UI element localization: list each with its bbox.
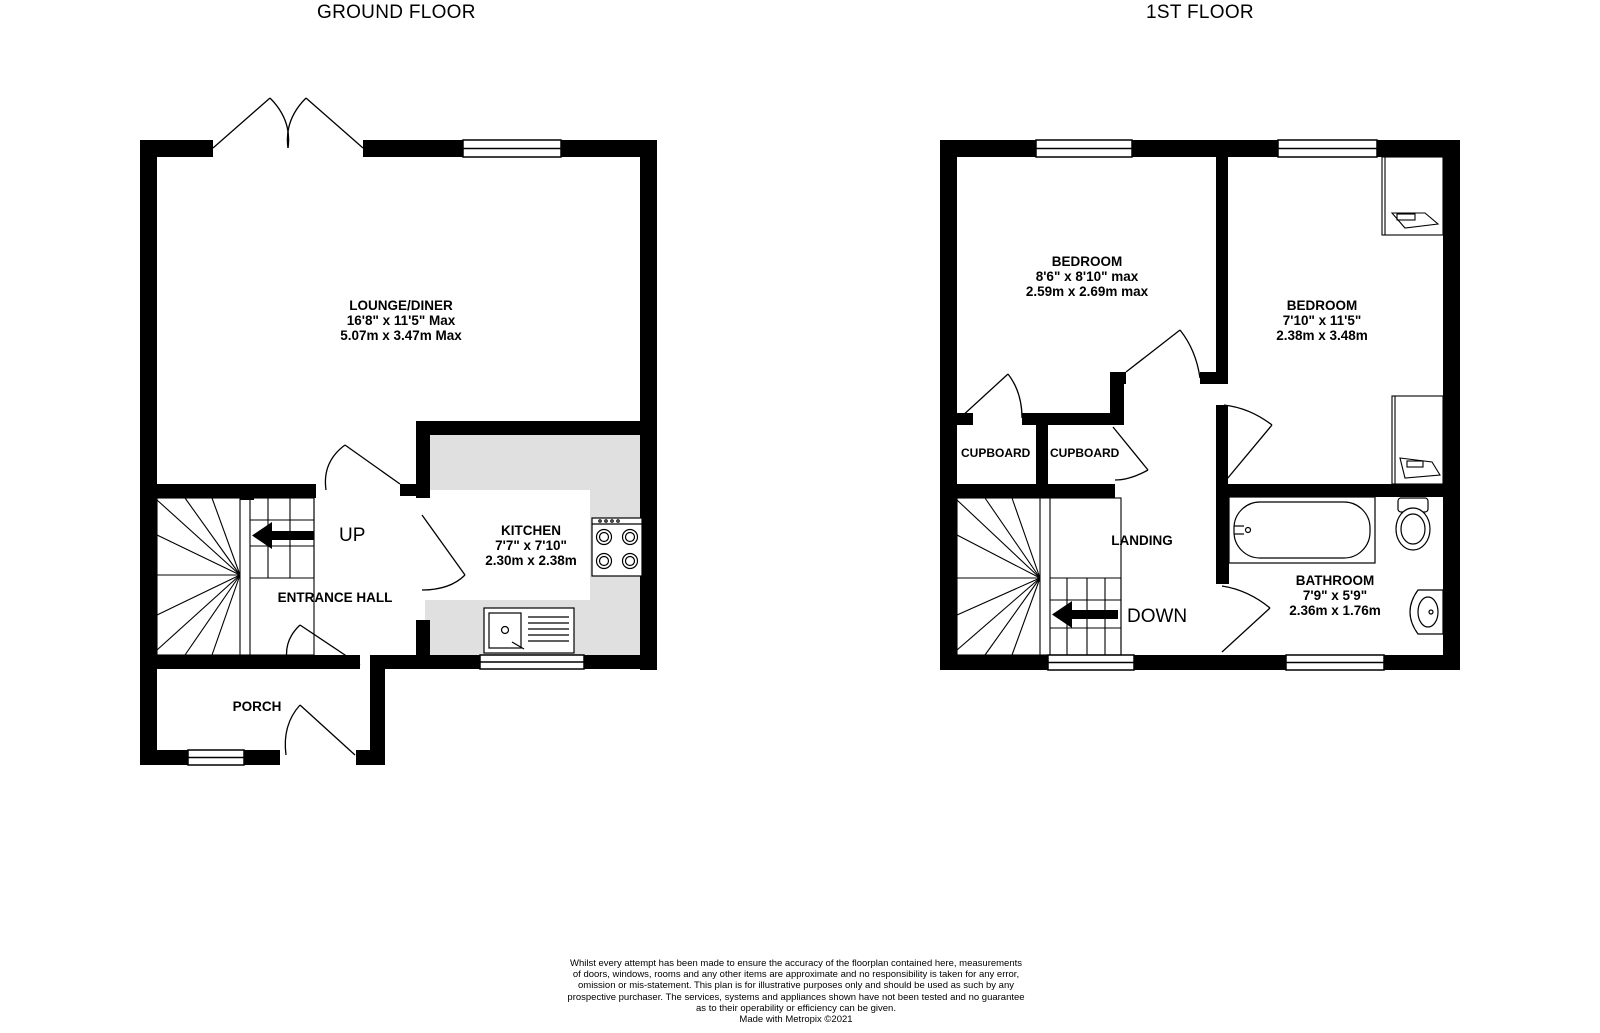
ground-staircase (157, 498, 314, 655)
first-staircase (957, 498, 1121, 655)
bedroom2-wardrobe-top (1382, 157, 1443, 235)
bathroom-window (1286, 655, 1384, 670)
cupboard1-door (960, 374, 1022, 418)
disclaimer-line: prospective purchaser. The services, systems and appliances shown have not been tested and no guarantee (567, 991, 1025, 1003)
bedroom1-door (1126, 330, 1200, 378)
kitchen-metric: 2.30m x 2.38m (485, 553, 577, 568)
first-floor-plan (940, 140, 1460, 670)
lounge-label (340, 298, 462, 343)
kitchen-sink (484, 608, 574, 653)
kitchen-imperial: 7'7" x 7'10" (495, 538, 567, 553)
hall-lounge-door (325, 445, 400, 490)
bedroom1-window (1036, 140, 1132, 157)
bedroom2-window (1278, 140, 1377, 157)
up-label: UP (339, 525, 366, 546)
first-floor-title: 1ST FLOOR (1146, 2, 1254, 23)
ground-floor-plan (140, 98, 657, 765)
down-label: DOWN (1127, 606, 1188, 627)
bathroom-name: BATHROOM (1295, 573, 1375, 588)
lounge-imperial: 16'8" x 11'5" Max (346, 313, 456, 328)
entrance-hall-label (278, 590, 393, 605)
bedroom2-imperial: 7'10" x 11'5" (1282, 313, 1362, 328)
kitchen-name: KITCHEN (500, 523, 561, 538)
porch-name: PORCH (232, 699, 282, 714)
entrance-hall-name: ENTRANCE HALL (277, 590, 393, 605)
bathroom-label (1289, 573, 1381, 618)
bedroom1-name: BEDROOM (1051, 254, 1123, 269)
lounge-metric: 5.07m x 3.47m Max (340, 328, 462, 343)
lounge-name: LOUNGE/DINER (349, 298, 453, 313)
disclaimer-credit: Made with Metropix ©2021 (739, 1014, 853, 1026)
porch-window (188, 750, 244, 765)
bedroom1-metric: 2.59m x 2.69m max (1025, 284, 1149, 299)
bathroom-door (1222, 586, 1270, 652)
front-door (285, 705, 355, 755)
disclaimer (536, 958, 1056, 1025)
cooker-hob (592, 518, 642, 576)
disclaimer-line: Whilst every attempt has been made to ensure the accuracy of the floorplan contained here, measurements (569, 958, 1023, 969)
bedroom2-label (1276, 298, 1368, 343)
kitchen-window (480, 655, 584, 669)
lounge-french-doors (213, 98, 363, 148)
toilet (1396, 498, 1430, 550)
bedroom2-door (1222, 405, 1272, 485)
wash-basin (1410, 590, 1443, 634)
landing-window (1048, 655, 1134, 670)
disclaimer-line: omission or mis-statement. This plan is for illustrative purposes only and should be used as such by any (578, 980, 1014, 992)
lounge-window (463, 140, 561, 157)
bathroom-imperial: 7'9" x 5'9" (1302, 588, 1368, 603)
disclaimer-line: as to their operability or efficiency can be given. (696, 1002, 896, 1014)
bedroom2-metric: 2.38m x 3.48m (1276, 328, 1368, 343)
bathroom-metric: 2.36m x 1.76m (1289, 603, 1381, 618)
cupboard2-label: CUPBOARD (1050, 446, 1120, 460)
bedroom1-imperial: 8'6" x 8'10" max (1035, 269, 1139, 284)
up-arrow-icon (252, 522, 314, 549)
bedroom1-label (1026, 254, 1148, 299)
landing-name: LANDING (1111, 533, 1173, 548)
disclaimer-line: of doors, windows, rooms and any other items are approximate and no responsibility is taken for any error, (572, 969, 1020, 981)
bath (1229, 497, 1375, 563)
down-arrow-icon (1052, 601, 1118, 628)
bedroom2-wardrobe-bottom (1392, 396, 1443, 484)
bedroom2-name: BEDROOM (1286, 298, 1358, 313)
landing-label (1111, 533, 1173, 548)
kitchen-label (485, 523, 577, 568)
porch-label (233, 699, 282, 714)
cupboard1-label: CUPBOARD (961, 446, 1031, 460)
ground-floor-title: GROUND FLOOR (317, 2, 476, 23)
